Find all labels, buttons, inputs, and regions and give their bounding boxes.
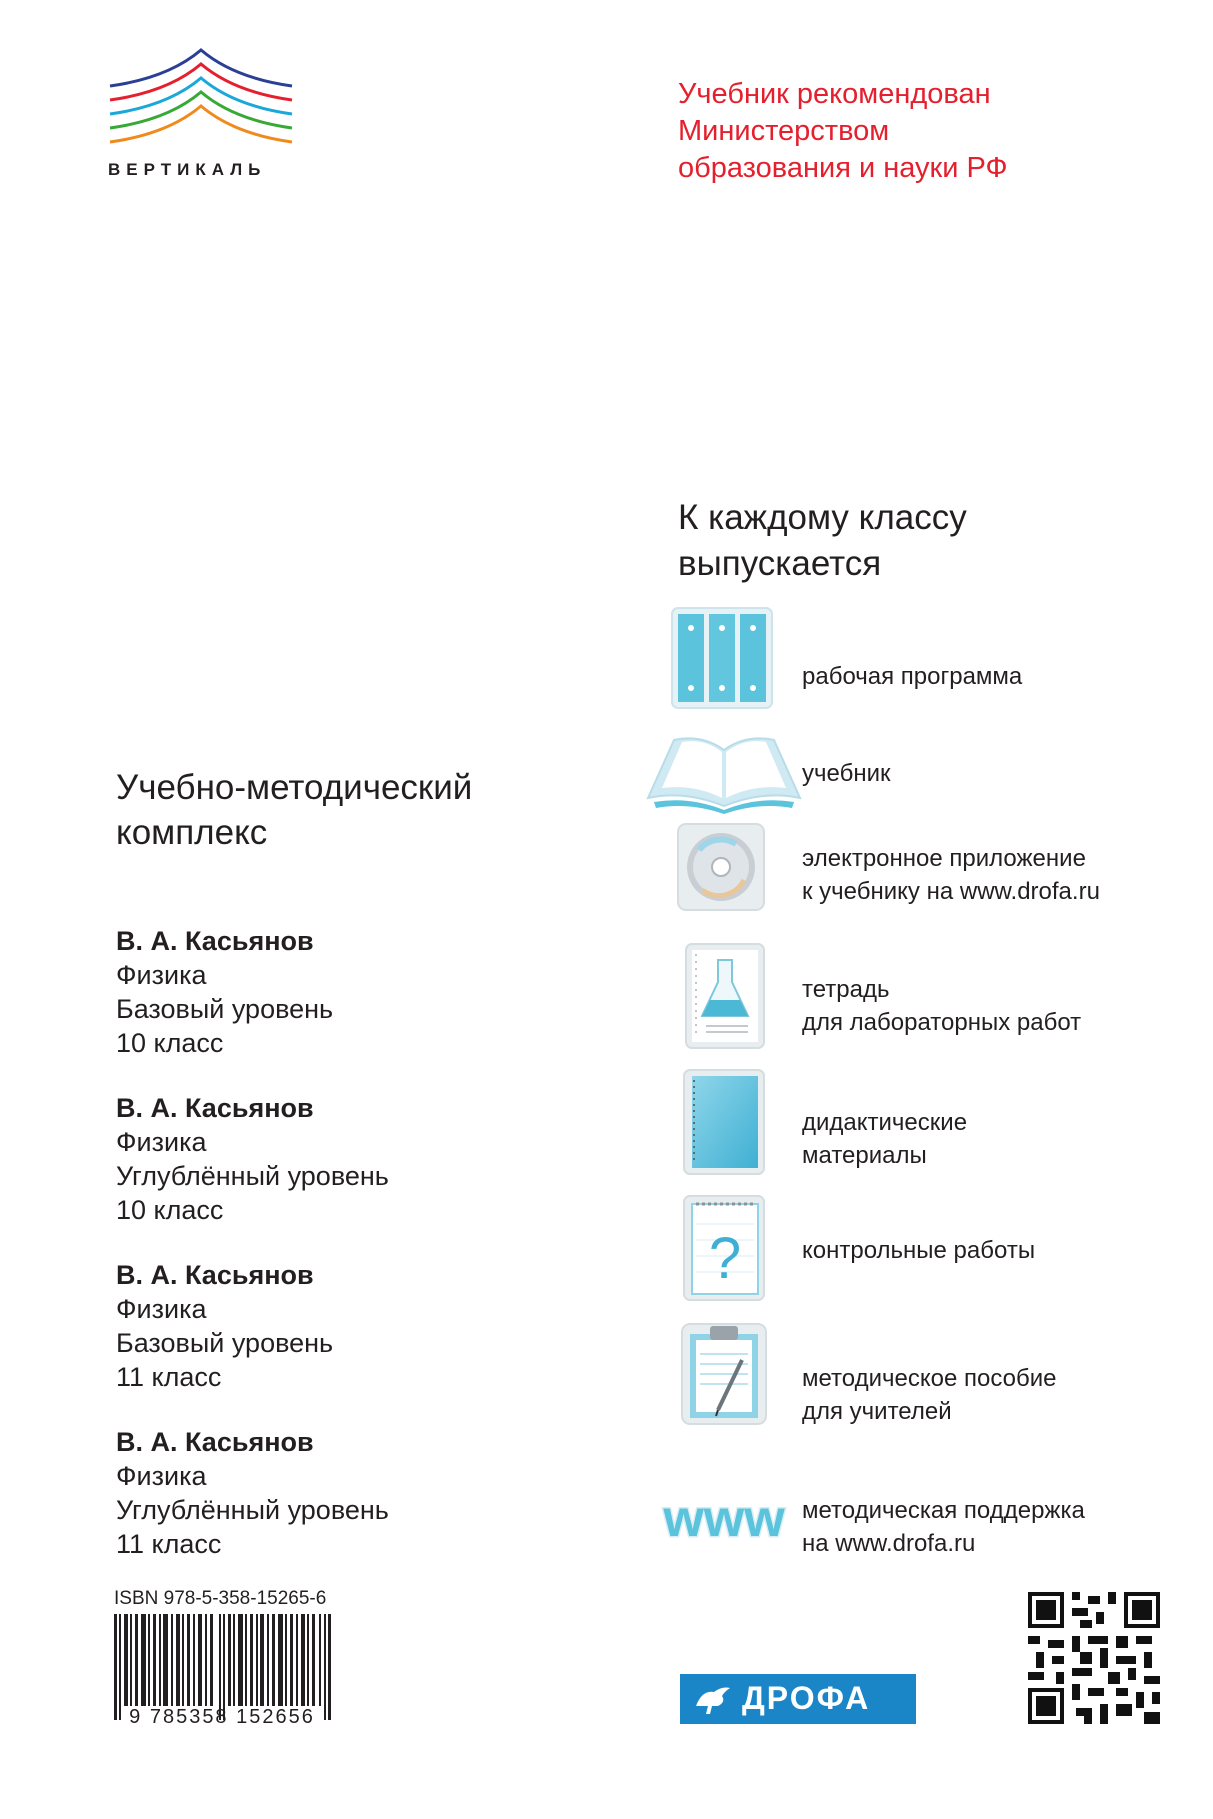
material-item-label — [802, 973, 1202, 1039]
material-item-label — [802, 842, 1202, 908]
material-line: электронное приложение — [802, 845, 1086, 872]
book-entry — [116, 924, 536, 1060]
book-level: Базовый уровень — [116, 1328, 334, 1358]
cd-icon — [644, 820, 804, 930]
material-line: тетрадь — [802, 976, 890, 1003]
book-grade: 11 класс — [116, 1362, 222, 1392]
complex-title-line: Учебно-методический — [116, 768, 473, 807]
clipboard-icon — [644, 1318, 804, 1428]
book-level: Углублённый уровень — [116, 1495, 389, 1525]
material-item-label — [802, 1234, 1202, 1267]
book-grade: 10 класс — [116, 1028, 224, 1058]
material-line: методическая поддержка — [802, 1497, 1085, 1524]
book-author: В. А. Касьянов — [116, 1093, 314, 1123]
material-line: дидактические — [802, 1109, 968, 1136]
book-entry — [116, 1258, 536, 1394]
complex-title-line: комплекс — [116, 813, 268, 852]
material-line: для лабораторных работ — [802, 1009, 1082, 1036]
book-level: Углублённый уровень — [116, 1161, 389, 1191]
logo-text: ВЕРТИКАЛЬ — [108, 160, 267, 179]
material-line: к учебнику на www.drofa.ru — [802, 878, 1100, 905]
recommendation-line: Министерством — [678, 115, 890, 147]
kit-heading-line: выпускается — [678, 544, 882, 583]
isbn-label: ISBN 978-5-358-15265-6 — [114, 1588, 327, 1609]
material-line: методическое пособие — [802, 1365, 1057, 1392]
flask-notebook-icon — [644, 942, 804, 1052]
material-item-label — [802, 660, 1202, 693]
book-author: В. А. Касьянов — [116, 926, 314, 956]
book-subject: Физика — [116, 1461, 207, 1491]
book-subject: Физика — [116, 960, 207, 990]
bird-icon — [692, 1682, 732, 1716]
binders-icon — [644, 604, 804, 714]
material-line: на www.drofa.ru — [802, 1530, 976, 1557]
book-subject: Физика — [116, 1294, 207, 1324]
svg-text:?: ? — [708, 1226, 742, 1291]
barcode-icon — [114, 1614, 336, 1720]
material-item-label — [802, 1362, 1202, 1428]
book-entry — [116, 1425, 536, 1561]
recommendation-notice — [678, 76, 1098, 187]
qr-code-icon[interactable] — [1028, 1592, 1160, 1724]
complex-title — [116, 765, 576, 855]
spiral-notebook-icon — [644, 1068, 804, 1178]
material-line: материалы — [802, 1142, 927, 1169]
www-icon — [644, 1482, 804, 1552]
book-level: Базовый уровень — [116, 994, 334, 1024]
material-line: контрольные работы — [802, 1237, 1036, 1264]
kit-heading — [678, 495, 1158, 587]
recommendation-line: образования и науки РФ — [678, 152, 1008, 184]
publisher-name: ДРОФА — [742, 1680, 871, 1716]
kit-heading-line: К каждому классу — [678, 498, 967, 537]
book-author: В. А. Касьянов — [116, 1260, 314, 1290]
material-item-label — [802, 1494, 1202, 1560]
open-book-icon — [644, 720, 804, 830]
material-item-label — [802, 757, 1202, 790]
book-author: В. А. Касьянов — [116, 1427, 314, 1457]
book-grade: 11 класс — [116, 1529, 222, 1559]
question-notepad-icon — [644, 1194, 804, 1304]
barcode-digits: 9 785358 152656 — [129, 1706, 315, 1728]
book-entry — [116, 1091, 536, 1227]
material-line: рабочая программа — [802, 663, 1023, 690]
material-item-label — [802, 1106, 1202, 1172]
material-line: для учителей — [802, 1398, 952, 1425]
book-grade: 10 класс — [116, 1195, 224, 1225]
recommendation-line: Учебник рекомендован — [678, 78, 991, 110]
www-icon-text: www — [663, 1490, 785, 1548]
material-line: учебник — [802, 760, 891, 787]
book-subject: Физика — [116, 1127, 207, 1157]
publisher-logo — [680, 1674, 916, 1724]
